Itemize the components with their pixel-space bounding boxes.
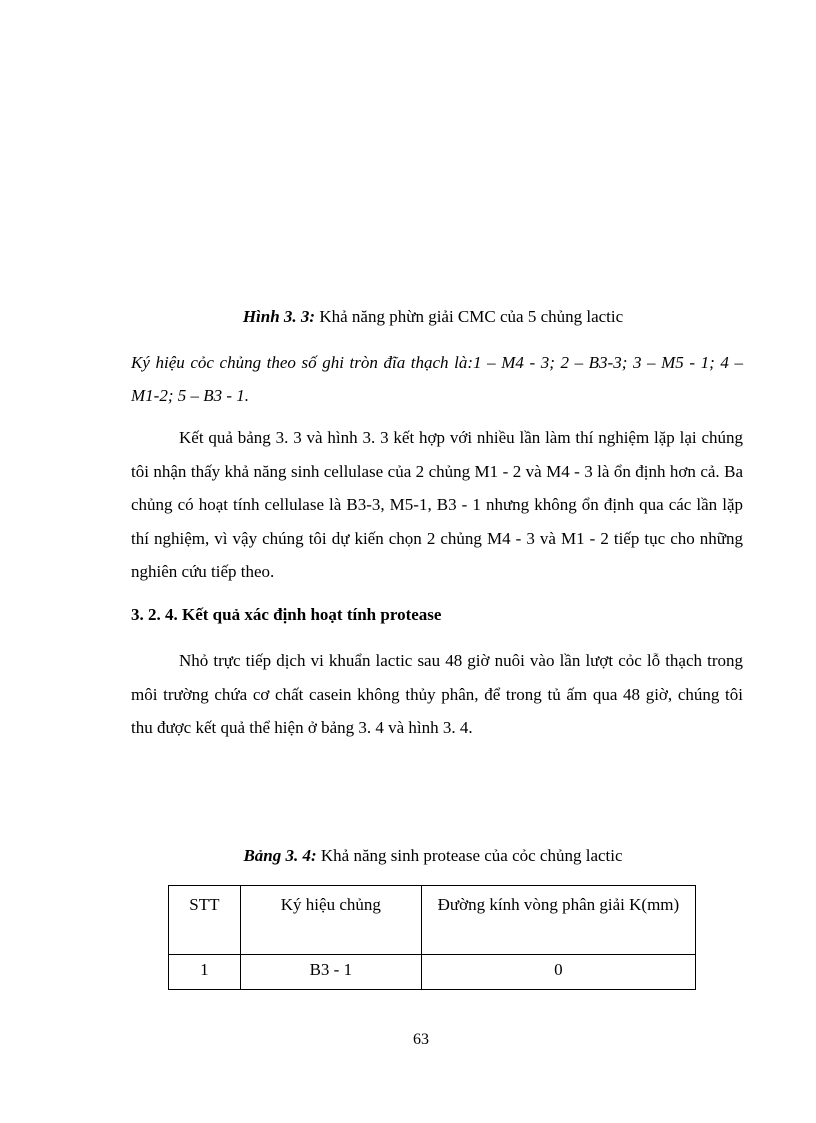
figure-caption-label: Hình 3. 3: (242, 307, 316, 326)
table-row (169, 955, 696, 990)
table-caption (25, 845, 816, 867)
table-cell-strain: B3 - 1 (240, 955, 421, 990)
table-caption-text: Khả năng sinh protease của cỏc chủng lactic (316, 846, 623, 865)
figure-caption (25, 306, 816, 328)
protease-table (168, 885, 696, 990)
page-number: 63 (413, 1031, 429, 1048)
figure-legend: Ký hiệu cỏc chủng theo số ghi tròn đĩa thạch là:1 – M4 - 3; 2 – B3-3; 3 – M5 - 1; 4 – M1-2; 5 – B3 - 1. (131, 353, 743, 405)
section-heading: 3. 2. 4. Kết quả xác định hoạt tính protease (131, 605, 442, 624)
table-header-stt: STT (169, 886, 241, 955)
table-header-diameter: Đường kính vòng phân giải K(mm) (421, 886, 695, 955)
paragraph-results-cellulase: Kết quả bảng 3. 3 và hình 3. 3 kết hợp với nhiều lần làm thí nghiệm lặp lại chúng tôi nhận thấy khả năng sinh cellulase của 2 chủng M1 - 2 và M4 - 3 là ổn định hơn cả. Ba chủng có hoạt tính cellulase là B3-3, M5-1, B3 - 1 nhưng không ổn định qua các lần lặp thí nghiệm, vì vậy chúng tôi dự kiến chọn 2 chủng M4 - 3 và M1 - 2 tiếp tục cho những nghiên cứu tiếp theo. (131, 428, 743, 581)
table-cell-diameter: 0 (421, 955, 695, 990)
paragraph-protease-method: Nhỏ trực tiếp dịch vi khuẩn lactic sau 48 giờ nuôi vào lần lượt cỏc lỗ thạch trong môi trường chứa cơ chất casein không thủy phân, để trong tủ ấm qua 48 giờ, chúng tôi thu được kết quả thể hiện ở bảng 3. 4 và hình 3. 4. (131, 651, 743, 737)
table-caption-label: Bảng 3. 4: (243, 846, 317, 865)
figure-caption-text: Khả năng phừn giải CMC của 5 chủng lactic (315, 307, 624, 326)
table-header-strain: Ký hiệu chủng (240, 886, 421, 955)
table-cell-stt: 1 (169, 955, 241, 990)
table-header-row (169, 886, 696, 955)
